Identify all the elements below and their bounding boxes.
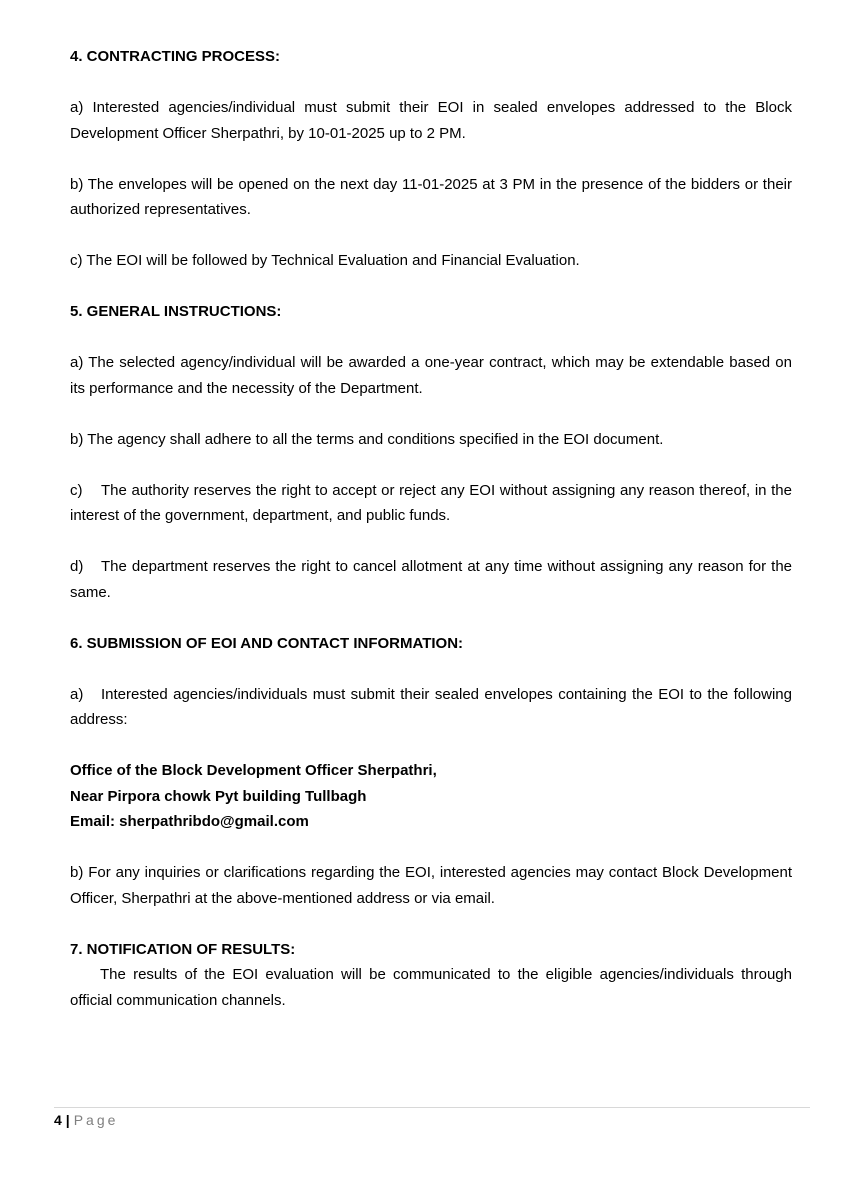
section-5-item-c — [70, 478, 792, 529]
item-d-label: d) — [70, 558, 84, 575]
page-number: 4 — [54, 1112, 62, 1128]
section-6-item-a — [70, 682, 792, 733]
page-footer — [54, 1111, 118, 1129]
section-7-body: The results of the EOI evaluation will be communicated to the eligible agencies/individuals through official communication channels. — [70, 966, 792, 1009]
item-a-text: Interested agencies/individuals must submit their sealed envelopes containing the EOI to the following address: — [70, 685, 792, 728]
section-4-heading: 4. CONTRACTING PROCESS: — [70, 48, 281, 65]
section-7-heading: 7. NOTIFICATION OF RESULTS: — [70, 940, 296, 958]
page-label: Page — [73, 1112, 119, 1128]
footer-divider — [54, 1107, 810, 1108]
section-4-item-b: b) The envelopes will be opened on the next day 11-01-2025 at 3 PM in the presence of the bidders or their authorized representatives. — [70, 175, 792, 218]
section-5-item-b: b) The agency shall adhere to all the terms and conditions specified in the EOI document. — [70, 430, 664, 448]
item-c-text: The authority reserves the right to accept or reject any EOI without assigning any reason thereof, in the interest of the government, department, and public funds. — [70, 481, 792, 524]
section-4-item-c: c) The EOI will be followed by Technical Evaluation and Financial Evaluation. — [70, 252, 580, 269]
document-body — [70, 44, 792, 1013]
section-5-item-d — [70, 554, 792, 605]
address-line-office: Office of the Block Development Officer Sherpathri, — [70, 762, 437, 779]
item-a-label: a) — [70, 685, 84, 703]
address-block — [70, 758, 792, 835]
section-5-item-a: a) The selected agency/individual will be awarded a one-year contract, which may be extendable based on its performance and the necessity of the Department. — [70, 354, 792, 397]
address-line-location: Near Pirpora chowk Pyt building Tullbagh — [70, 787, 367, 805]
section-4-item-a: a) Interested agencies/individual must submit their EOI in sealed envelopes addressed to the Block Development Officer Sherpathri, by 10-01-2025 up to 2 PM. — [70, 99, 792, 142]
section-6-heading: 6. SUBMISSION OF EOI AND CONTACT INFORMATION: — [70, 634, 464, 652]
footer-separator: | — [65, 1112, 70, 1128]
address-line-email: Email: sherpathribdo@gmail.com — [70, 813, 309, 830]
section-6-item-b: b) For any inquiries or clarifications regarding the EOI, interested agencies may contact Block Development Officer, Sherpathri at the above-mentioned address or via email. — [70, 864, 792, 907]
item-c-label: c) — [70, 481, 83, 499]
item-d-text: The department reserves the right to cancel allotment at any time without assigning any reason for the same. — [70, 558, 792, 601]
section-5-heading: 5. GENERAL INSTRUCTIONS: — [70, 303, 282, 320]
